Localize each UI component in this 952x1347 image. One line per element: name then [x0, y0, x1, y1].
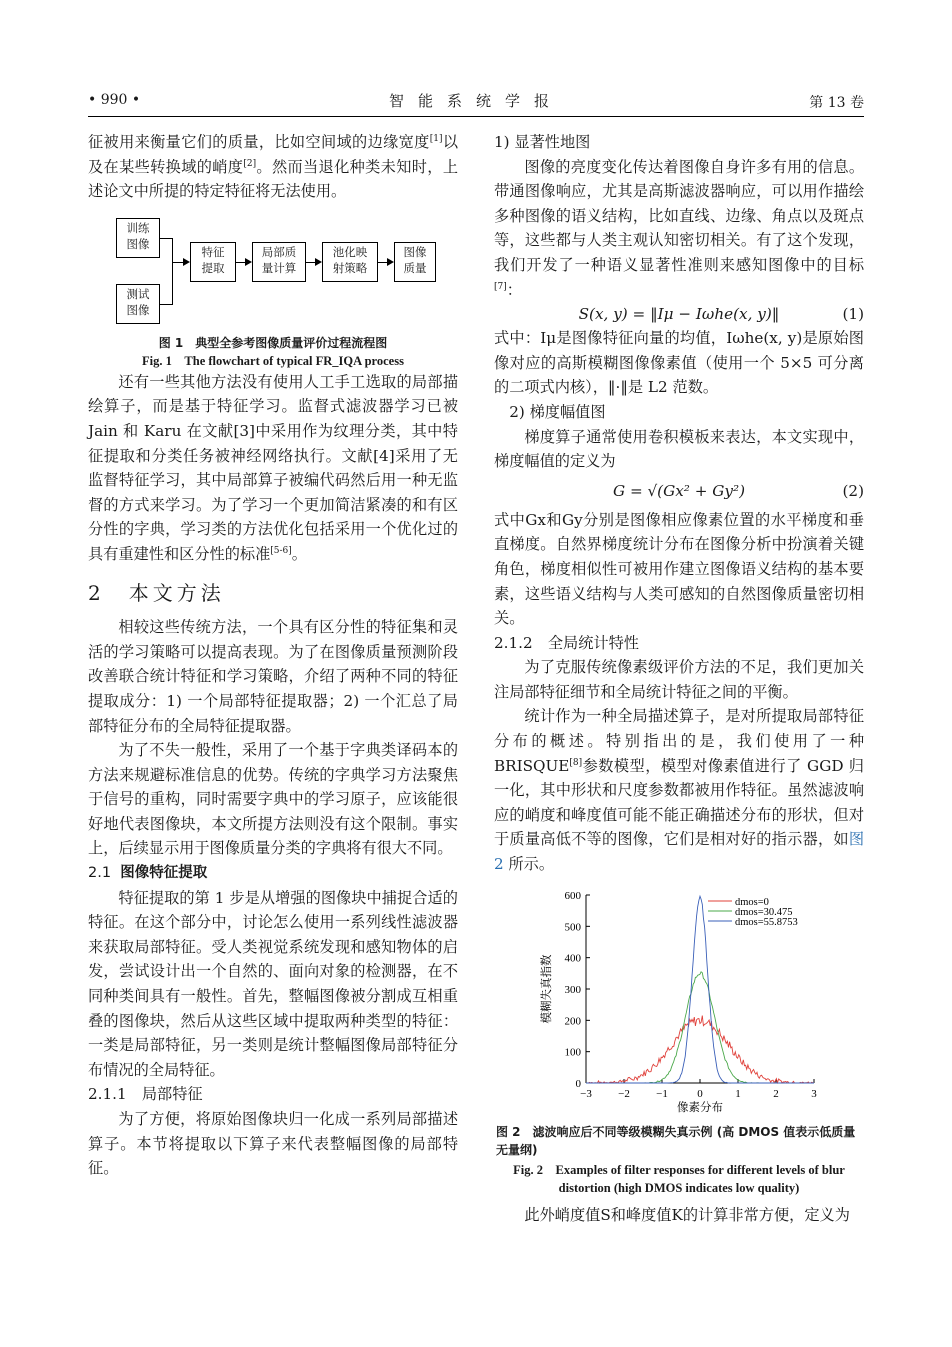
paragraph: 为了不失一般性，采用了一个基于字典类译码本的方法来规避标准信息的优势。传统的字典学习方法聚焦于信号的重构，同时需要字典中的学习原子，应该能很好地代表图像块，本文所提方法则没有这个限制。事实上，后续显示用于图像质量分类的字典将有很大不同。 — [88, 741, 458, 858]
subheading-gradient-map: 2) 梯度幅值图 — [509, 402, 606, 421]
flow-local-quality-box: 局部质 量计算 — [252, 242, 306, 282]
flow-quality-box: 图像 质量 — [394, 242, 436, 282]
filter-response-plot — [494, 887, 864, 1123]
paragraph: 为了克服传统像素级评价方法的不足，我们更加关注局部特征细节和全局统计特征之间的平衡。 — [494, 658, 864, 701]
citation[interactable]: [7] — [494, 281, 507, 292]
citation[interactable]: [1] — [429, 133, 443, 144]
citation[interactable]: [8] — [569, 757, 583, 768]
x-tick-label: −2 — [618, 1087, 630, 1100]
x-axis-label: 像素分布 — [677, 1099, 723, 1114]
volume-label: 第 13 卷 — [809, 95, 864, 111]
figure-2-chart — [494, 887, 864, 1123]
flow-test-box: 测试 图像 — [116, 284, 160, 324]
y-tick-label: 300 — [564, 983, 581, 996]
citation[interactable]: [5-6] — [270, 545, 292, 556]
section-2-1-heading: 2.1 图像特征提取 — [88, 865, 208, 882]
figure-2-caption-en: Fig. 2 Examples of filter responses for different levels of blur distortion (high DMOS indicates low quality) — [513, 1162, 845, 1195]
x-tick-label: −1 — [656, 1087, 668, 1100]
y-tick-label: 0 — [575, 1077, 581, 1090]
y-tick-label: 400 — [564, 952, 581, 965]
flow-pooling-box: 池化映 射策略 — [322, 242, 378, 282]
x-tick-label: 0 — [697, 1087, 703, 1100]
figure-1-flowchart — [88, 210, 458, 328]
x-tick-label: 3 — [811, 1087, 817, 1100]
equation-1: S(x, y) = ‖Iμ − Iωhe(x, y)‖ (1) — [578, 305, 864, 324]
paragraph: 式中：Iμ是图像特征向量的均值，Iωhe(x, y)是原始图像对应的高斯模糊图像像素值（使用一个 5×5 可分离的二项式内核），‖·‖是 L2 范数。 — [494, 329, 864, 397]
paragraph: 还有一些其他方法没有使用人工手工选取的局部描绘算子，而是基于特征学习。监督式滤波器学习已被 Jain 和 Karu 在文献[3]中采用作为纹理分类，其中特征提取和分类任务被神经网络执行。文献[4]采用了无监督特征学习，其中局部算子被编代码然后用一种无监督的方式来学习。为了学习一个更加简洁紧凑的和有区分性的字典，学习类的方法优化包括采用一个优化过的具有重建性和区分性的标准[5-6]。 — [88, 372, 458, 563]
y-axis-label: 模糊失真指数 — [539, 954, 553, 1024]
page-header — [88, 88, 864, 114]
paragraph: 统计作为一种全局描述算子，是对所提取局部特征分布的概述。特别指出的是，我们使用了一种 BRISQUE[8]参数模型，模型对像素值进行了 GGD 归一化，其中形状和尺度参数都被用作特征。虽然滤波响应的峭度和峰度值可能不能正确描述分布的形状，但对于质量高低不等的图像，它们是相对好的指示器，如图 2 所示。 — [494, 707, 864, 874]
flow-train-box: 训练 图像 — [116, 218, 160, 258]
paragraph: 征被用来衡量它们的质量，比如空间域的边缘宽度[1]以及在某些转换域的峭度[2]。然而当退化种类未知时，上述论文中所提的特定特征将无法使用。 — [88, 133, 459, 201]
legend-label: dmos=0 — [735, 896, 769, 908]
section-2-heading: 2 本文方法 — [88, 580, 225, 605]
section-2-1-2-heading: 2.1.2 全局统计特性 — [494, 633, 639, 652]
x-tick-label: 2 — [773, 1087, 779, 1100]
section-2-1-1-heading: 2.1.1 局部特征 — [88, 1085, 203, 1104]
journal-title: 智能系统学报 — [388, 92, 563, 110]
series-line-1 — [586, 971, 814, 1082]
y-tick-label: 600 — [564, 889, 581, 902]
y-tick-label: 500 — [564, 920, 581, 933]
x-tick-label: 1 — [735, 1087, 741, 1100]
figure-1-caption-cn: 图 1 典型全参考图像质量评价过程流程图 — [158, 335, 388, 350]
paragraph: 此外峭度值S和峰度值K的计算非常方便，定义为 — [524, 1205, 850, 1224]
left-column — [88, 130, 458, 1181]
paragraph: 特征提取的第 1 步是从增强的图像块中捕捉合适的特征。在这个部分中，讨论怎么使用一系列线性滤波器来获取局部特征。受人类视觉系统发现和感知物体的启发，尝试设计出一个自然的、面向对象的检测器，在不同种类间具有一般性。首先，整幅图像被分割成互相重叠的图像块，然后从这些区域中提取两种类型的特征：一类是局部特征，另一类则是统计整幅图像局部特征分布情况的全局特征。 — [88, 888, 458, 1079]
equation-2: G = √(Gx² + Gy²) (2) — [612, 481, 864, 500]
right-column — [494, 130, 864, 1227]
paragraph: 梯度算子通常使用卷积模板来表达，本文实现中，梯度幅值的定义为 — [494, 427, 864, 471]
flow-extract-box: 特征 提取 — [190, 242, 236, 282]
paragraph: 为了方便，将原始图像块归一化成一系列局部描述算子。本节将提取以下算子来代表整幅图像的局部特征。 — [88, 1110, 458, 1178]
paragraph: 相较这些传统方法，一个具有区分性的特征集和灵活的学习策略可以提高表现。为了在图像质量预测阶段改善联合统计特征和学习策略，介绍了两种不同的特征提取成分：1) 一个局部特征提取器；2) 一个汇总了局部特征分布的全局特征提取器。 — [88, 618, 458, 735]
y-tick-label: 200 — [564, 1014, 581, 1027]
page-number: • 990 • — [88, 92, 141, 108]
figure-1-caption-en: Fig. 1 The flowchart of typical FR_IQA process — [142, 353, 404, 368]
citation[interactable]: [2] — [243, 158, 257, 169]
legend-label: dmos=55.8753 — [735, 916, 798, 928]
y-tick-label: 100 — [564, 1046, 581, 1059]
subheading-saliency-map: 1) 显著性地图 — [494, 133, 591, 151]
paragraph: 图像的亮度变化传达着图像自身许多有用的信息。带通图像响应，尤其是高斯滤波器响应，可以用作描绘多种图像的语义结构，比如直线、边缘、角点以及斑点等，这些都与人类主观认知密切相关。有了这个发现，我们开发了一种语义显著性准则来感知图像中的目标[7]： — [494, 157, 864, 299]
header-rule — [88, 116, 864, 117]
legend-label: dmos=30.475 — [735, 906, 793, 918]
figure-2-caption-cn: 图 2 滤波响应后不同等级模糊失真示例 (高 DMOS 值表示低质量无量纲) — [496, 1124, 856, 1157]
paragraph: 式中Gx和Gy分别是图像相应像素位置的水平梯度和垂直梯度。自然界梯度统计分布在图像分析中扮演着关键角色，梯度相似性可被用作建立图像语义结构的基本要素，这些语义结构与人类可感知的自然图像质量密切相关。 — [494, 510, 864, 628]
x-tick-label: −3 — [580, 1087, 592, 1100]
figure-2-link[interactable]: 图 2 — [494, 830, 864, 874]
series-line-0 — [586, 1015, 814, 1082]
